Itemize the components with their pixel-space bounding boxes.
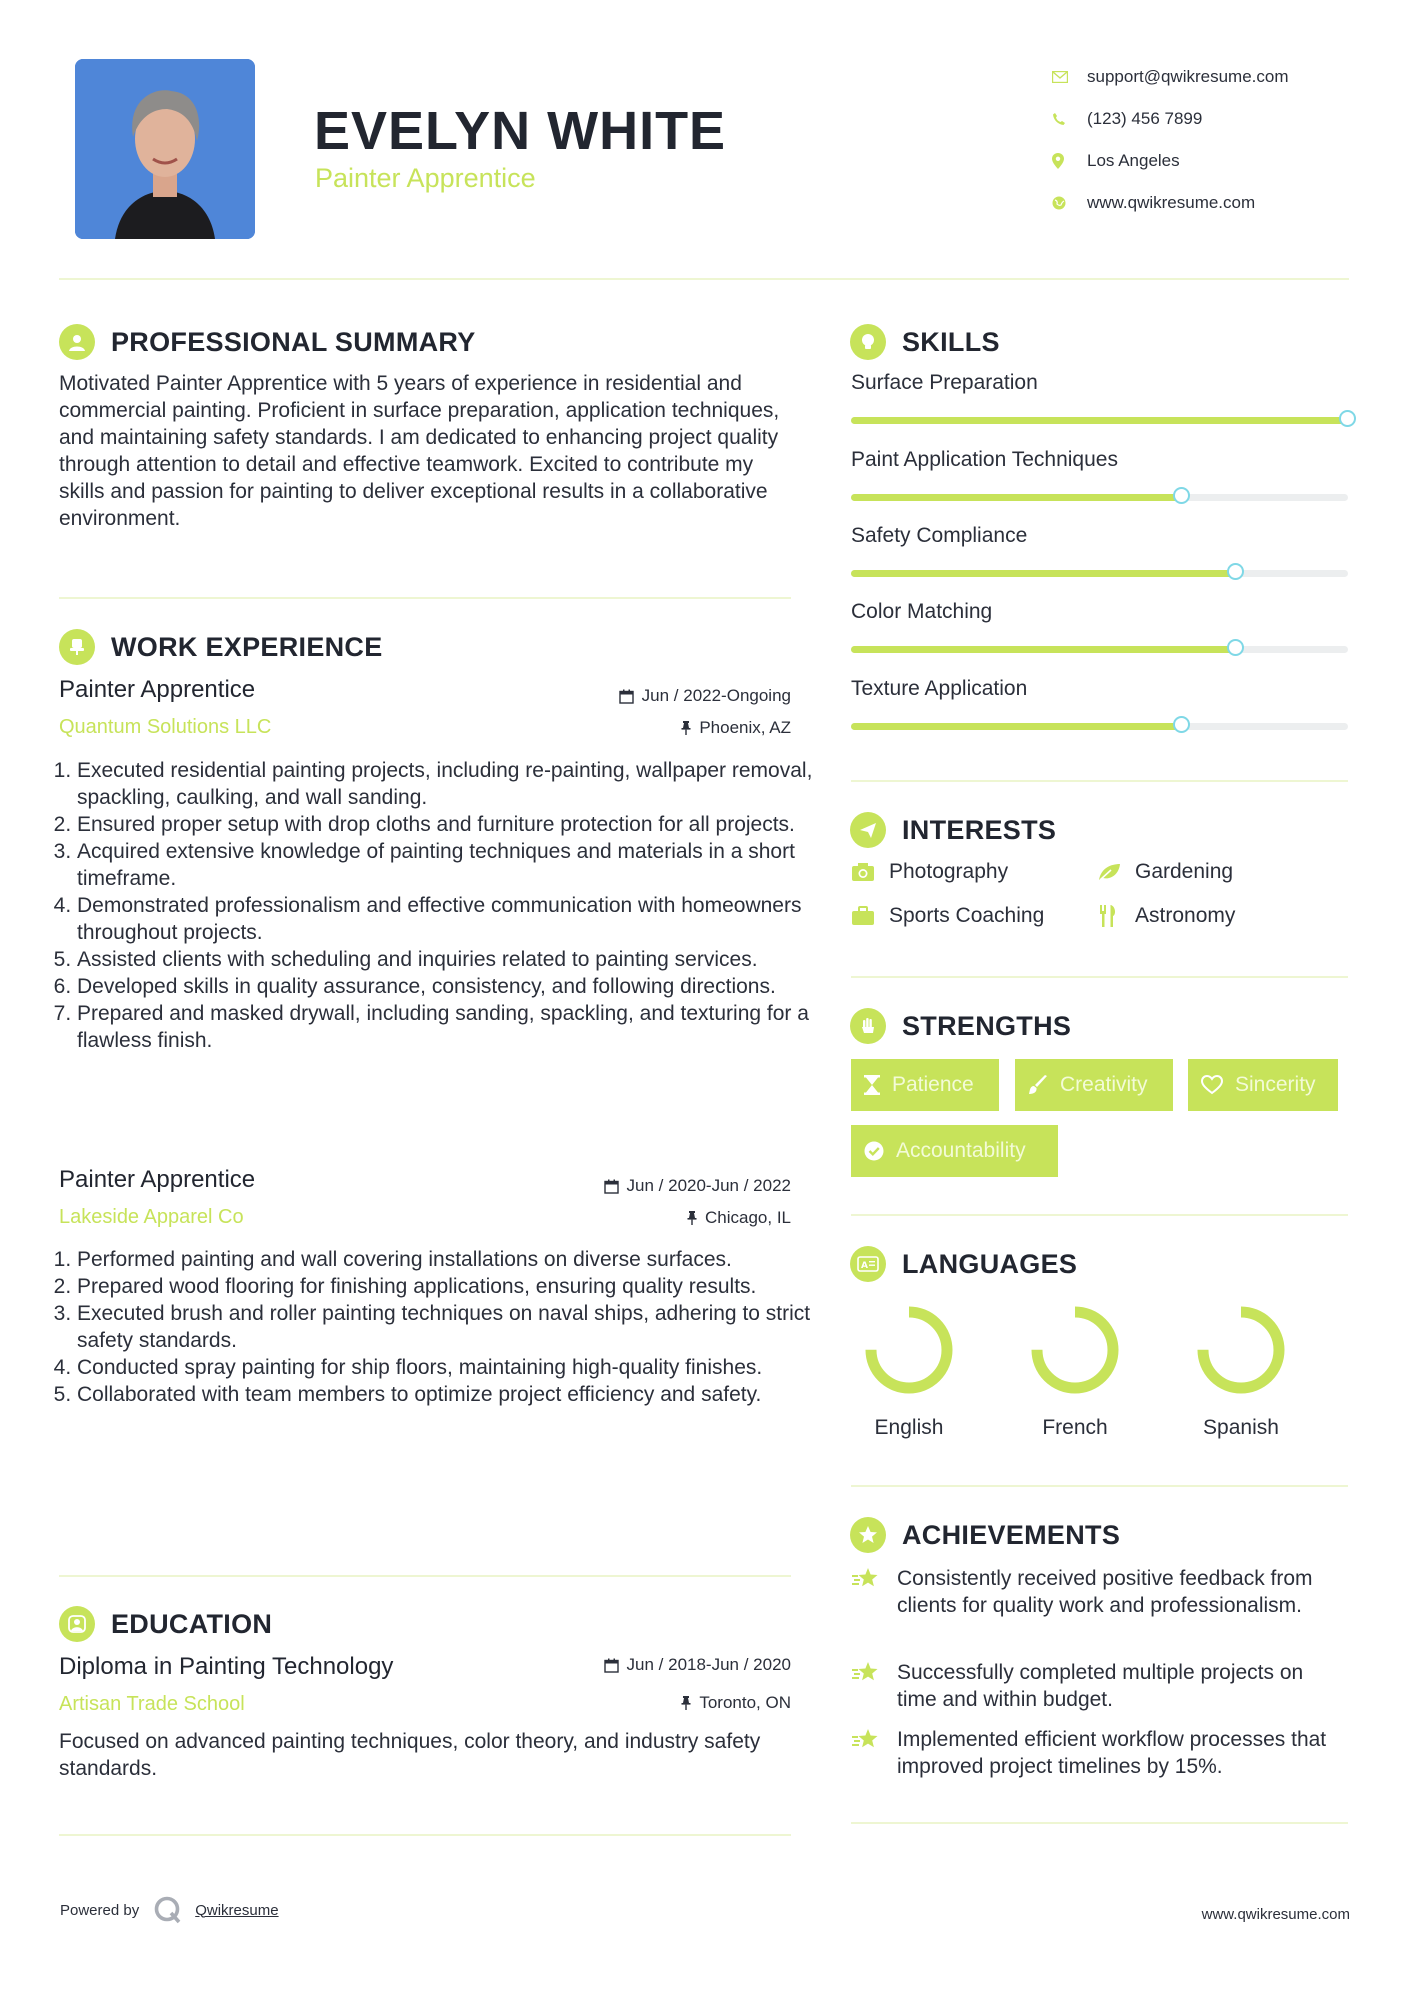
job-2-location	[687, 1208, 791, 1228]
envelope-icon	[1052, 71, 1087, 83]
strength-label: Sincerity	[1235, 1073, 1316, 1096]
skill-bar	[851, 494, 1348, 501]
language-name: French	[1042, 1416, 1108, 1439]
education-heading	[59, 1606, 272, 1642]
contact-website[interactable]	[1052, 182, 1289, 224]
skill-bar	[851, 723, 1348, 730]
interest-label: Astronomy	[1135, 904, 1236, 927]
contact-email[interactable]	[1052, 56, 1289, 98]
job-1-dates	[619, 686, 791, 706]
skill-name: Safety Compliance	[851, 524, 1028, 547]
footer-website[interactable]: www.qwikresume.com	[1201, 1906, 1350, 1923]
task-item: 6. Developed skills in quality assurance, consistency, and following directions.	[77, 973, 817, 1000]
paint-brush-icon	[1028, 1075, 1048, 1095]
strength-badge	[1188, 1059, 1338, 1111]
interests-divider	[851, 976, 1348, 978]
languages-divider	[851, 1485, 1348, 1487]
strength-label: Creativity	[1060, 1073, 1148, 1096]
utensils-icon	[1097, 905, 1135, 927]
user-icon	[59, 324, 95, 360]
work-divider	[59, 1575, 791, 1577]
interest-item	[1097, 904, 1235, 928]
star-icon	[851, 1726, 897, 1780]
map-pin-icon	[1052, 153, 1087, 169]
achievements-divider	[851, 1822, 1348, 1824]
skill-bar-knob[interactable]	[1227, 563, 1244, 580]
globe-icon	[1052, 196, 1087, 210]
pushpin-icon	[681, 721, 691, 735]
lightbulb-icon	[850, 324, 886, 360]
skills-heading	[850, 324, 1000, 360]
job-2-location-text: Chicago, IL	[705, 1208, 791, 1227]
leaf-icon	[1097, 862, 1135, 882]
job-2-title: Painter Apprentice	[59, 1166, 256, 1193]
job-2-dates-text: Jun / 2020-Jun / 2022	[626, 1176, 791, 1195]
job-2-tasks	[59, 1246, 817, 1408]
task-item: 1. Executed residential painting projects, including re-painting, wallpaper removal, spackling, caulking, and wall sanding.	[77, 757, 817, 811]
strengths-divider	[851, 1214, 1348, 1216]
skill-bar-knob[interactable]	[1173, 487, 1190, 504]
task-item: 1. Performed painting and wall covering installations on diverse surfaces.	[77, 1246, 817, 1273]
job-1-title: Painter Apprentice	[59, 676, 256, 703]
task-item: 4. Conducted spray painting for ship floors, maintaining high-quality finishes.	[77, 1354, 817, 1381]
svg-text:A: A	[861, 1261, 869, 1271]
skill-bar-fill	[851, 570, 1236, 577]
language-item	[1010, 1300, 1140, 1440]
summary-text: Motivated Painter Apprentice with 5 years of experience in residential and commercial painting. Proficient in surface preparation, application techniques, and maintaining safety standards. I am dedicated to enhancing project quality through attention to detail and effective teamwork. Excited to contribute my skills and passion for painting to deliver exceptional results in a collaborative environment.	[59, 372, 780, 530]
skill-name: Paint Application Techniques	[851, 448, 1118, 471]
interests-heading-text: INTERESTS	[902, 814, 1057, 845]
job-1-location	[681, 718, 791, 738]
strengths-heading-text: STRENGTHS	[902, 1010, 1072, 1041]
star-badge-icon	[850, 1517, 886, 1553]
header-divider	[59, 278, 1349, 280]
strength-badge	[1015, 1059, 1173, 1111]
achievement-item	[851, 1565, 1348, 1619]
calendar-icon	[604, 1179, 619, 1194]
job-1-dates-text: Jun / 2022-Ongoing	[641, 686, 791, 705]
education-divider	[59, 1834, 791, 1836]
skill-bar-knob[interactable]	[1173, 716, 1190, 733]
achievement-text: Implemented efficient workflow processes that improved project timelines by 15%.	[897, 1728, 1327, 1778]
strengths-heading	[850, 1008, 1071, 1044]
star-icon	[851, 1659, 897, 1713]
interest-label: Sports Coaching	[889, 904, 1045, 927]
interest-item	[1097, 860, 1233, 884]
qwikresume-link[interactable]: Qwikresume	[195, 1901, 279, 1919]
strength-badge	[851, 1059, 999, 1111]
languages-heading	[850, 1246, 1077, 1282]
achievement-text: Successfully completed multiple projects on time and within budget.	[897, 1661, 1304, 1711]
work-heading-text: WORK EXPERIENCE	[111, 631, 383, 662]
skill-name: Color Matching	[851, 600, 993, 623]
education-description: Focused on advanced painting techniques, color theory, and industry safety standards.	[59, 1730, 761, 1780]
hourglass-icon	[864, 1075, 880, 1095]
skill-name: Texture Application	[851, 677, 1028, 700]
contact-phone-text: (123) 456 7899	[1087, 109, 1203, 128]
job-1-location-text: Phoenix, AZ	[699, 718, 791, 737]
task-item: 3. Acquired extensive knowledge of painting techniques and materials in a short timeframe.	[77, 838, 817, 892]
check-circle-icon	[864, 1141, 884, 1161]
interest-item	[851, 904, 1044, 928]
contact-phone[interactable]	[1052, 98, 1289, 140]
footer-powered	[60, 1895, 279, 1925]
contact-website-text: www.qwikresume.com	[1087, 193, 1256, 212]
summary-heading-text: PROFESSIONAL SUMMARY	[111, 326, 476, 357]
summary-heading	[59, 324, 476, 360]
language-ring	[859, 1300, 959, 1400]
graduate-icon	[59, 1606, 95, 1642]
skill-bar-fill	[851, 723, 1182, 730]
skill-bar-knob[interactable]	[1339, 410, 1356, 427]
contact-location-text: Los Angeles	[1087, 151, 1180, 170]
interest-label: Photography	[889, 860, 1009, 883]
powered-by-text: Powered by	[60, 1901, 140, 1919]
skill-bar-fill	[851, 494, 1182, 501]
interest-label: Gardening	[1135, 860, 1234, 883]
skill-bar-knob[interactable]	[1227, 639, 1244, 656]
strength-badge	[851, 1125, 1058, 1177]
language-item	[1176, 1300, 1306, 1440]
pushpin-icon	[687, 1211, 697, 1225]
interest-item	[851, 860, 1008, 884]
achievement-item	[851, 1726, 1348, 1780]
language-ring	[1025, 1300, 1125, 1400]
contact-email-text: support@qwikresume.com	[1087, 67, 1289, 86]
education-degree: Diploma in Painting Technology	[59, 1653, 394, 1680]
language-item	[844, 1300, 974, 1440]
task-item: 2. Prepared wood flooring for finishing applications, ensuring quality results.	[77, 1273, 817, 1300]
profile-photo	[75, 59, 255, 239]
skill-bar	[851, 570, 1348, 577]
achievements-heading	[850, 1517, 1120, 1553]
task-item: 4. Demonstrated professionalism and effective communication with homeowners throughout projects.	[77, 892, 817, 946]
job-2-company: Lakeside Apparel Co	[59, 1206, 244, 1228]
language-ring	[1191, 1300, 1291, 1400]
briefcase-icon	[851, 906, 889, 926]
strength-label: Accountability	[896, 1139, 1026, 1162]
pushpin-icon	[681, 1696, 691, 1710]
job-1-company: Quantum Solutions LLC	[59, 716, 272, 738]
heart-icon	[1201, 1075, 1223, 1095]
interests-heading	[850, 812, 1056, 848]
education-dates	[604, 1655, 791, 1675]
language-name: Spanish	[1203, 1416, 1279, 1439]
task-item: 3. Executed brush and roller painting techniques on naval ships, adhering to strict safety standards.	[77, 1300, 817, 1354]
star-icon	[851, 1565, 897, 1619]
achievement-item	[851, 1659, 1348, 1713]
candidate-title: Painter Apprentice	[315, 163, 536, 193]
education-dates-text: Jun / 2018-Jun / 2020	[626, 1655, 791, 1674]
skills-heading-text: SKILLS	[902, 326, 1000, 357]
achievement-text: Consistently received positive feedback from clients for quality work and professionalism.	[897, 1567, 1313, 1617]
hand-icon	[850, 1008, 886, 1044]
languages-heading-text: LANGUAGES	[902, 1248, 1078, 1279]
task-item: 2. Ensured proper setup with drop cloths and furniture protection for all projects.	[77, 811, 817, 838]
briefcase-chair-icon	[59, 629, 95, 665]
strength-label: Patience	[892, 1073, 974, 1096]
paper-plane-icon	[850, 812, 886, 848]
task-item: 5. Collaborated with team members to optimize project efficiency and safety.	[77, 1381, 817, 1408]
contact-location	[1052, 140, 1289, 182]
phone-icon	[1052, 112, 1087, 126]
skill-bar	[851, 417, 1348, 424]
summary-divider	[59, 597, 791, 599]
skill-bar	[851, 646, 1348, 653]
skill-bar-fill	[851, 417, 1348, 424]
task-item: 5. Assisted clients with scheduling and inquiries related to painting services.	[77, 946, 817, 973]
education-location-text: Toronto, ON	[699, 1693, 791, 1712]
job-2-dates	[604, 1176, 791, 1196]
task-item: 7. Prepared and masked drywall, including sanding, spackling, and texturing for a flawless finish.	[77, 1000, 817, 1054]
language-name: English	[874, 1416, 944, 1439]
skill-bar-fill	[851, 646, 1236, 653]
job-1-tasks	[59, 757, 817, 1054]
candidate-name: EVELYN WHITE	[314, 101, 727, 161]
calendar-icon	[619, 689, 634, 704]
education-heading-text: EDUCATION	[111, 1608, 273, 1639]
skill-name: Surface Preparation	[851, 371, 1038, 394]
contact-info	[1052, 56, 1289, 224]
qwikresume-logo-icon	[153, 1895, 183, 1925]
calendar-icon	[604, 1658, 619, 1673]
work-heading	[59, 629, 383, 665]
achievements-heading-text: ACHIEVEMENTS	[902, 1519, 1121, 1550]
translate-icon	[850, 1246, 886, 1282]
skills-divider	[851, 780, 1348, 782]
education-location	[681, 1693, 791, 1713]
camera-icon	[851, 862, 889, 882]
education-school: Artisan Trade School	[59, 1693, 245, 1715]
